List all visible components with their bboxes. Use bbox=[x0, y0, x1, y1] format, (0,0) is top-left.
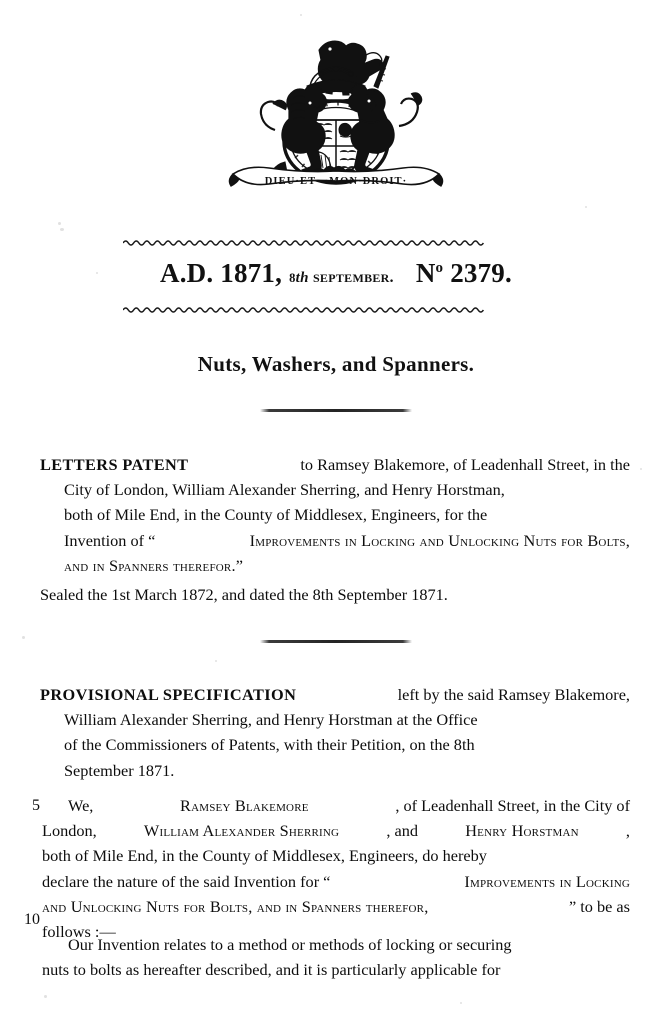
scan-speck bbox=[640, 468, 642, 470]
declaration-line-2-mid: , and bbox=[386, 821, 419, 841]
scan-speck bbox=[460, 1002, 462, 1004]
applicant-name-3: Henry Horstman bbox=[465, 821, 579, 841]
declaration-line-2-head: London, bbox=[42, 821, 97, 841]
letters-patent-line-2-text: City of London, William Alexander Sherring, and Henry Horstman, bbox=[64, 480, 505, 500]
letters-patent-block bbox=[40, 452, 630, 607]
scan-speck bbox=[60, 228, 64, 231]
wavy-rule-bottom bbox=[123, 305, 549, 313]
closing-line-2-text: nuts to bolts as hereafter described, and it is particularly applicable for bbox=[42, 960, 501, 980]
we-label: We, bbox=[68, 796, 94, 815]
year-value: 1871 bbox=[220, 258, 276, 288]
invention-title-body-part-2: and Unlocking Nuts for Bolts, and in Spanners therefor, bbox=[42, 896, 429, 916]
number-label: N bbox=[415, 258, 436, 288]
closing-line-1 bbox=[42, 932, 630, 957]
declaration-line-5-tail: ” to be as bbox=[568, 896, 630, 916]
provisional-lead: PROVISIONAL SPECIFICATION bbox=[40, 685, 297, 704]
declaration-line-2 bbox=[42, 818, 630, 843]
line-number-10: 10 bbox=[24, 911, 40, 928]
closing-line-1-text: Our Invention relates to a method or methods of locking or securing bbox=[68, 935, 512, 954]
scan-speck bbox=[585, 206, 587, 208]
invention-title-body-part-1: Improvements in Locking bbox=[464, 871, 630, 891]
provisional-line-2-text: William Alexander Sherring, and Henry Horstman at the Office bbox=[64, 710, 478, 730]
applicant-name-1: Ramsey Blakemore bbox=[180, 796, 309, 815]
invention-quote-open: Invention of “ bbox=[64, 530, 156, 550]
declaration-line-3-text: both of Mile End, in the County of Middlesex, Engineers, do hereby bbox=[42, 846, 487, 866]
motto-scroll bbox=[229, 167, 442, 187]
page-title-line bbox=[0, 258, 672, 289]
sealed-line bbox=[40, 582, 630, 607]
invention-title-part-2: and in Spanners therefor. bbox=[64, 555, 236, 575]
scan-speck bbox=[44, 995, 47, 998]
letters-patent-line-3-text: both of Mile End, in the County of Middlesex, Engineers, for the bbox=[64, 505, 488, 525]
declaration-line-4 bbox=[42, 869, 630, 894]
follows-text: follows :— bbox=[42, 922, 116, 942]
svg-text:DIEU·ET· ·MON·DROIT·: DIEU·ET· ·MON·DROIT· bbox=[264, 176, 408, 187]
scan-speck bbox=[300, 14, 302, 16]
provisional-line-3-text: of the Commissioners of Patents, with their Petition, on the 8th bbox=[64, 735, 475, 755]
day-suffix: th bbox=[295, 270, 309, 286]
letters-patent-line-1 bbox=[40, 452, 630, 477]
declaration-block bbox=[42, 793, 630, 944]
letters-patent-line-3 bbox=[40, 502, 630, 527]
line-number-5: 5 bbox=[32, 797, 40, 814]
provisional-line-2 bbox=[40, 707, 630, 732]
patent-number-group bbox=[416, 258, 512, 288]
date-period: . bbox=[389, 269, 394, 286]
sealed-line-text: Sealed the 1st March 1872, and dated the 8th September 1871. bbox=[40, 585, 448, 605]
provisional-line-4-text: September 1871. bbox=[64, 760, 175, 780]
scan-speck bbox=[215, 660, 217, 662]
invention-quote-close: ” bbox=[235, 555, 243, 575]
applicant-name-2: William Alexander Sherring bbox=[143, 821, 340, 841]
letters-patent-line-5 bbox=[40, 553, 630, 578]
closing-line-2 bbox=[42, 957, 630, 982]
month-name: september bbox=[312, 267, 390, 286]
divider-rule-2 bbox=[260, 640, 412, 643]
patent-number: 2379 bbox=[450, 258, 506, 288]
headline-comma: , bbox=[275, 258, 283, 288]
closing-paragraph bbox=[42, 932, 630, 982]
declaration-line-4-head: declare the nature of the said Invention for “ bbox=[42, 871, 331, 891]
number-superscript: o bbox=[435, 260, 444, 276]
ad-label: A.D. bbox=[160, 258, 214, 288]
provisional-line-1 bbox=[40, 682, 630, 707]
declaration-line-2-tail: , bbox=[625, 821, 630, 841]
declaration-line-3 bbox=[42, 843, 630, 868]
scan-speck bbox=[58, 222, 61, 225]
date-group bbox=[289, 269, 394, 286]
declaration-line-5 bbox=[42, 894, 630, 919]
wavy-rule-top bbox=[123, 238, 549, 246]
provisional-line-4 bbox=[40, 758, 630, 783]
letters-patent-lead: LETTERS PATENT bbox=[40, 455, 189, 474]
declaration-line-1 bbox=[42, 793, 630, 818]
day-number: 8 bbox=[289, 271, 296, 285]
letters-patent-line-1-text: to Ramsey Blakemore, of Leadenhall Street, in the bbox=[300, 455, 630, 474]
letters-patent-line-2 bbox=[40, 477, 630, 502]
provisional-line-3 bbox=[40, 732, 630, 757]
provisional-line-1-text: left by the said Ramsey Blakemore, bbox=[397, 685, 630, 704]
provisional-specification-block bbox=[40, 682, 630, 783]
letters-patent-line-4 bbox=[40, 528, 630, 553]
number-period: . bbox=[505, 258, 512, 288]
royal-coat-of-arms bbox=[0, 24, 672, 194]
divider-rule-1 bbox=[260, 409, 412, 412]
declaration-line-1-tail: , of Leadenhall Street, in the City of bbox=[395, 796, 630, 815]
invention-title-part-1: Improvements in Locking and Unlocking Nuts for Bolts, bbox=[249, 530, 630, 550]
subject-title: Nuts, Washers, and Spanners. bbox=[197, 352, 475, 376]
scan-speck bbox=[22, 636, 25, 639]
